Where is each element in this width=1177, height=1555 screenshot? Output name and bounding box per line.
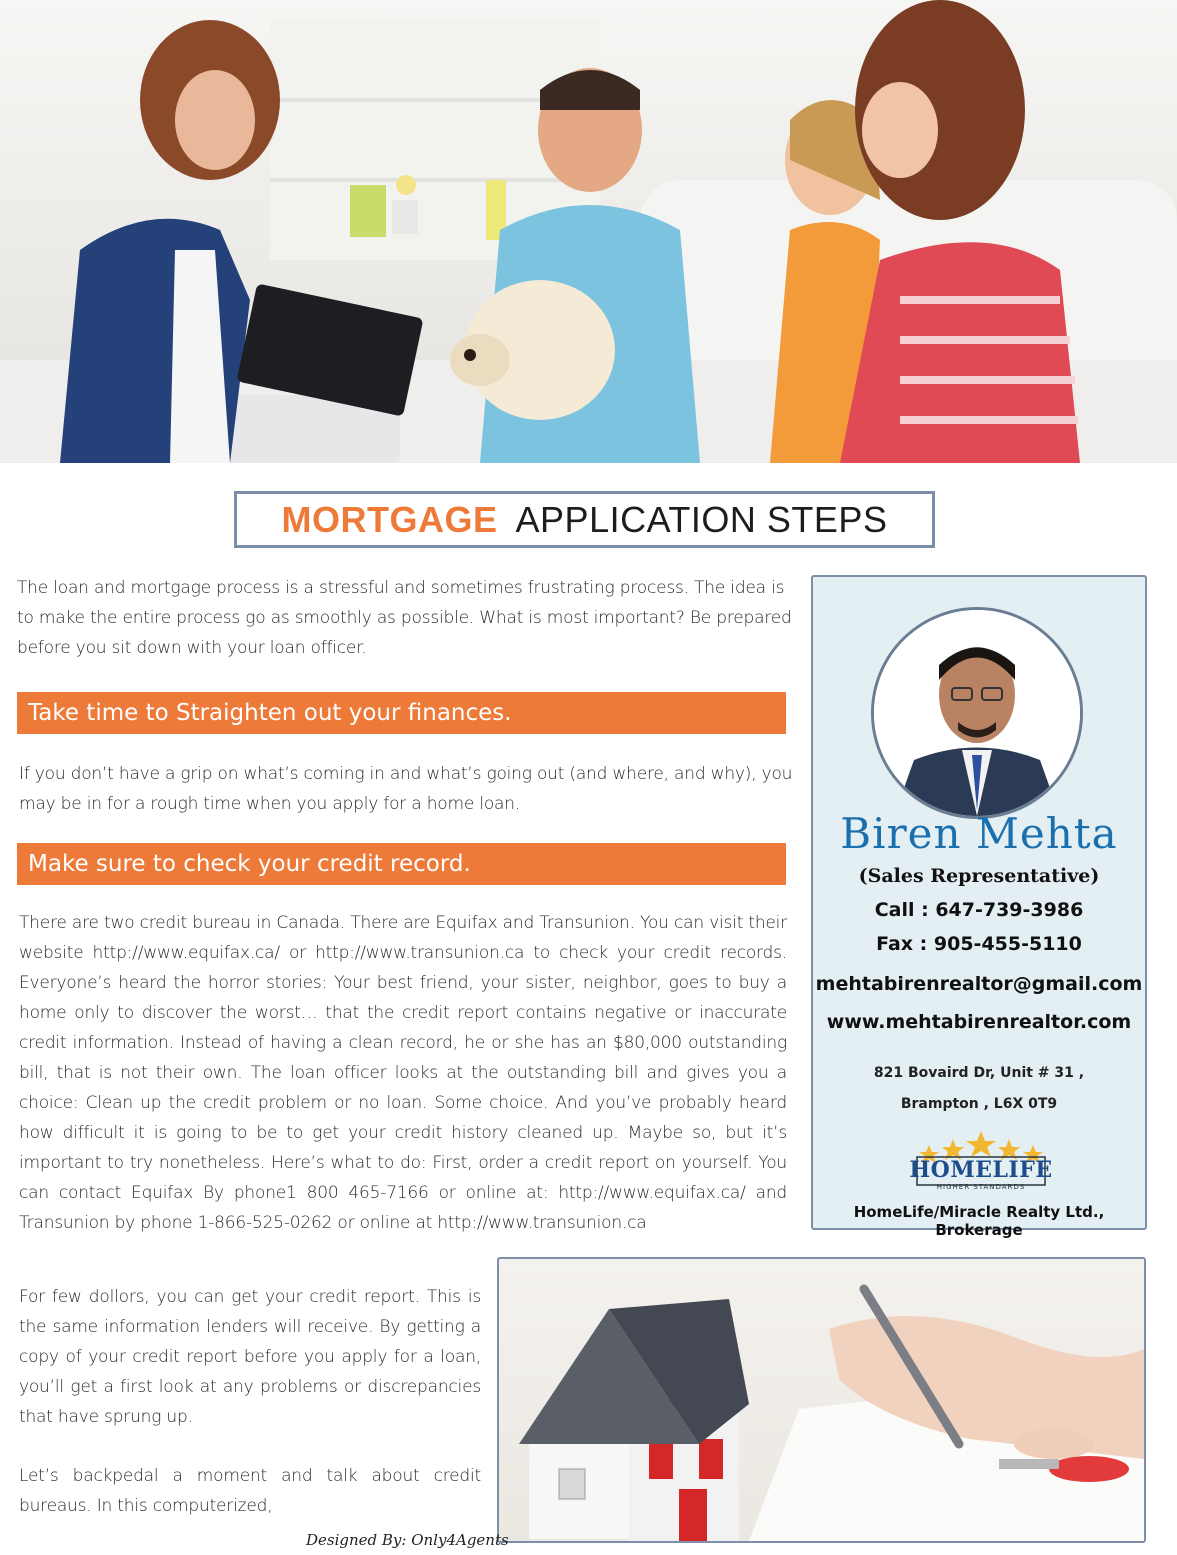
- agent-website[interactable]: www.mehtabirenrealtor.com: [826, 1011, 1132, 1033]
- section-heading-credit: Make sure to check your credit record.: [17, 843, 786, 885]
- house-signing-photo: [497, 1257, 1146, 1543]
- section-heading-finances: Take time to Straighten out your finances.: [17, 692, 786, 734]
- paragraph-backpedal: Let’s backpedal a moment and talk about credit bureaus. In this computerized,: [19, 1466, 481, 1516]
- house-model-illustration: [499, 1259, 1144, 1541]
- agent-role: (Sales Representative): [858, 865, 1100, 887]
- homelife-logo-tagline: HIGHER STANDARDS: [936, 1183, 1026, 1191]
- family-with-agent-illustration: [0, 0, 1177, 463]
- agent-email[interactable]: mehtabirenrealtor@gmail.com: [815, 973, 1143, 995]
- agent-card: [811, 575, 1147, 1239]
- section-body-finances: If you don’t have a grip on what’s coming in and what’s going out (and where, and why), you may be in for a rough time when you apply for a home loan.: [19, 764, 793, 814]
- agent-name: Biren Mehta: [840, 809, 1118, 858]
- agent-phone[interactable]: Call : 647-739-3986: [874, 899, 1084, 921]
- brokerage-name: HomeLife/Miracle Realty Ltd., Brokerage: [853, 1203, 1105, 1239]
- intro-paragraph: The loan and mortgage process is a stressful and sometimes frustrating process. The idea is to make the entire process go as smoothly as possible. What is most important? Be prepared before you sit down with your loan officer.: [17, 578, 792, 658]
- paragraph-credit-report-cost: For few dollors, you can get your credit report. This is the same information lenders will receive. By getting a copy of your credit report before you apply for a loan, you’ll get a first look at any problems or discrepancies that have sprung up.: [19, 1287, 481, 1427]
- section-body-credit: There are two credit bureau in Canada. There are Equifax and Transunion. You can visit their website http://www.equifax.ca/ or http://www.transunion.ca to check your credit records. Everyone’s heard the horror stories: Your best friend, your sister, neighbor, goes to buy a home only to discover the worst… that the credit report contains negative or inaccurate credit information. Instead of having a clean record, he or she has an $80,000 outstanding bill, that is not their own. The loan officer looks at the outstanding bill and gives you a choice: Clean up the credit problem or no loan. Some choice. And you’ve probably heard how difficult it is going to be to get your credit history cleaned up. Maybe so, but it’s important to try nonetheless. Here’s what to do: First, order a credit report on yourself. You can contact Equifax By phone1 800 465-7166 or online at: http://www.equifax.ca/ and Transunion by phone 1-866-525-0262 or online at http://www.transunion.ca: [19, 913, 787, 1233]
- hero-photo: [0, 0, 1177, 463]
- homelife-logo-text: HOMELIFE: [909, 1157, 1053, 1183]
- agent-portrait-illustration: [874, 610, 1080, 816]
- page-title: [234, 491, 935, 548]
- title-accent: MORTGAGE: [281, 498, 498, 540]
- agent-address-line2: Brampton , L6X 0T9: [900, 1096, 1058, 1112]
- title-rest: APPLICATION STEPS: [515, 498, 888, 540]
- agent-address-line1: 821 Bovaird Dr, Unit # 31 ,: [873, 1065, 1085, 1081]
- agent-portrait: [871, 607, 1083, 819]
- homelife-logo: [901, 1127, 1061, 1197]
- designer-credit: Designed By: Only4Agents: [306, 1531, 509, 1549]
- agent-fax: Fax : 905-455-5110: [876, 933, 1082, 955]
